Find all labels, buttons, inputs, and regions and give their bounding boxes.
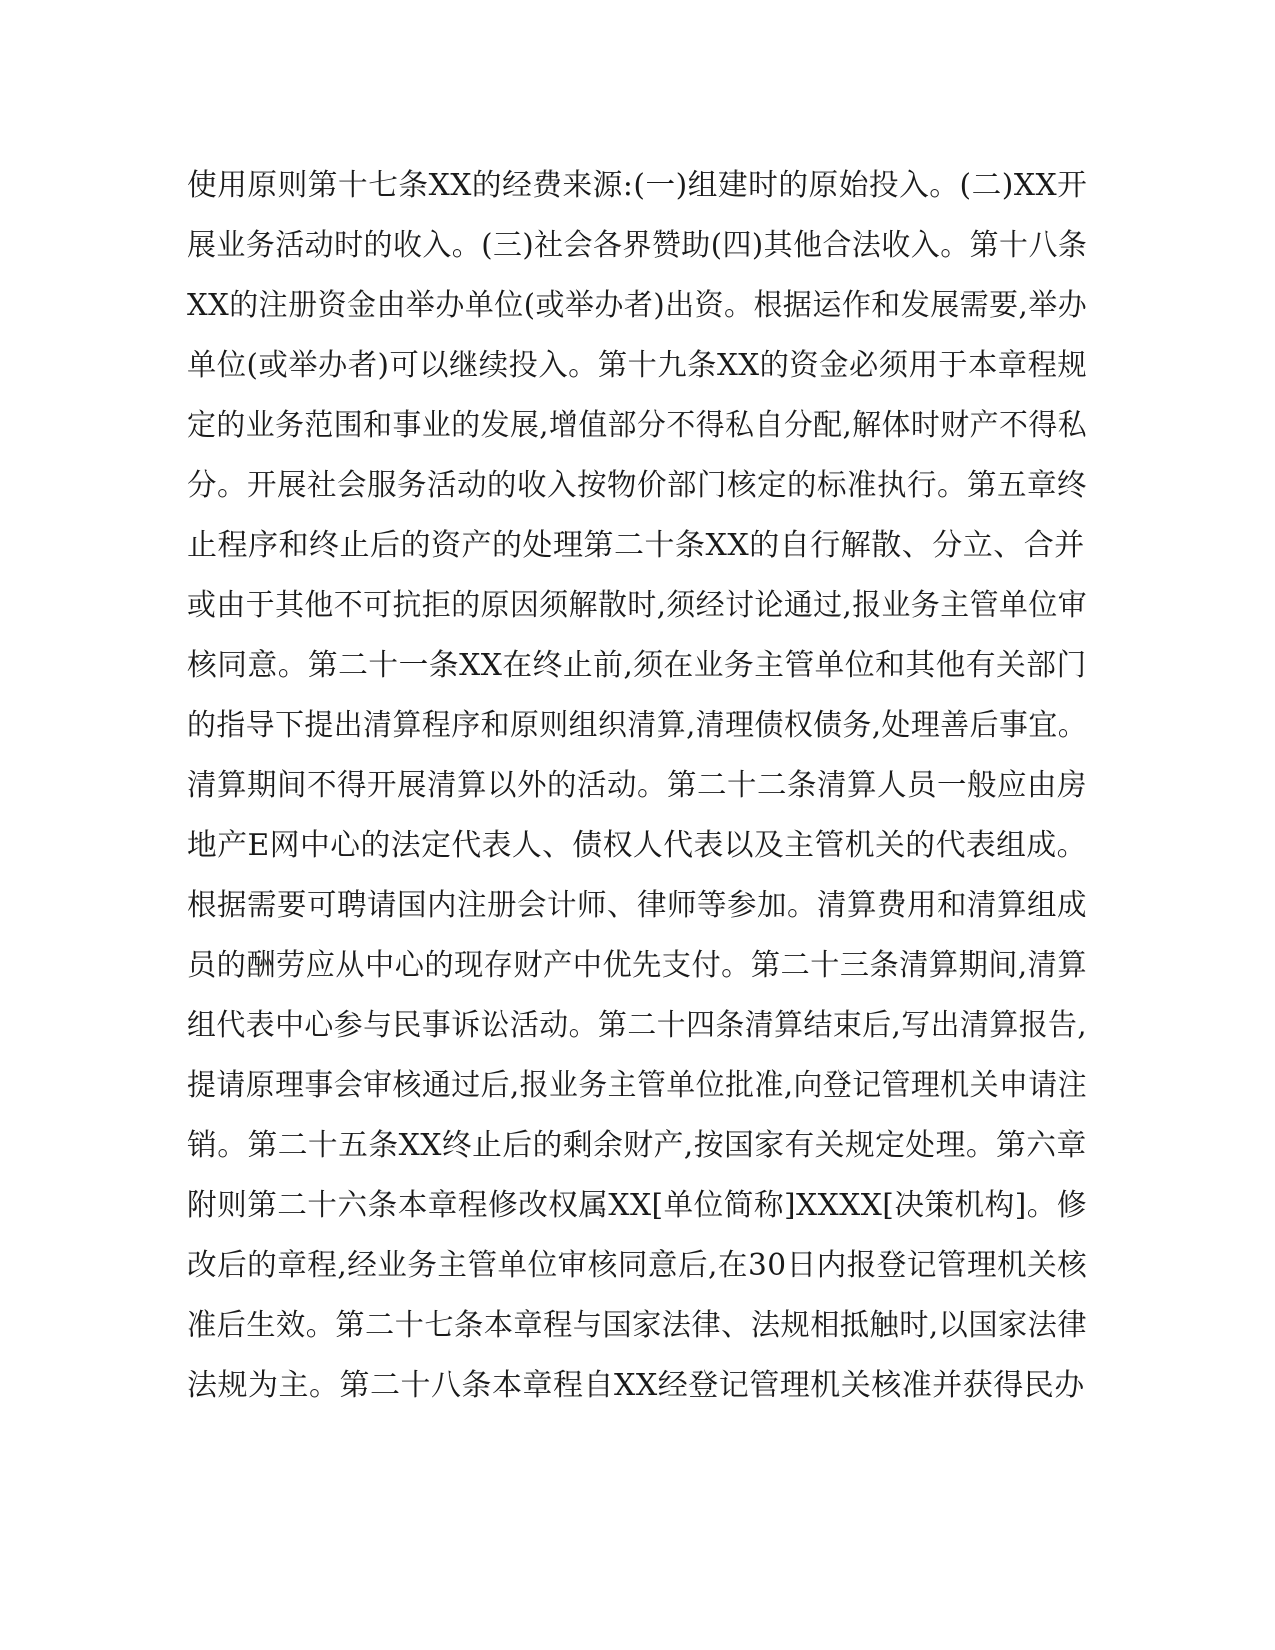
text-line: 附则第二十六条本章程修改权属XX[单位简称]XXXX[决策机构]。修 [187,1188,1087,1223]
text-line: 单位(或举办者)可以继续投入。第十九条XX的资金必须用于本章程规 [187,348,1088,383]
text-line: 根据需要可聘请国内注册会计师、律师等参加。清算费用和清算组成 [187,888,1087,923]
text-line: 止程序和终止后的资产的处理第二十条XX的自行解散、分立、合并 [187,528,1085,563]
text-line: 展业务活动时的收入。(三)社会各界赞助(四)其他合法收入。第十八条 [187,228,1088,263]
text-line: 核同意。第二十一条XX在终止前,须在业务主管单位和其他有关部门 [187,648,1087,683]
text-line: 定的业务范围和事业的发展,增值部分不得私自分配,解体时财产不得私 [187,408,1088,443]
text-line: 清算期间不得开展清算以外的活动。第二十二条清算人员一般应由房 [187,768,1087,803]
text-line: 分。开展社会服务活动的收入按物价部门核定的标准执行。第五章终 [187,468,1087,503]
text-line: XX的注册资金由举办单位(或举办者)出资。根据运作和发展需要,举办 [187,288,1088,323]
text-line: 使用原则第十七条XX的经费来源:(一)组建时的原始投入。(二)XX开 [187,168,1088,203]
text-line: 提请原理事会审核通过后,报业务主管单位批准,向登记管理机关申请注 [187,1068,1088,1103]
text-line: 销。第二十五条XX终止后的剩余财产,按国家有关规定处理。第六章 [187,1128,1087,1163]
text-line: 改后的章程,经业务主管单位审核同意后,在30日内报登记管理机关核 [187,1248,1088,1283]
body-text [187,166,1087,1426]
text-line: 的指导下提出清算程序和原则组织清算,清理债权债务,处理善后事宜。 [187,708,1088,743]
text-line: 准后生效。第二十七条本章程与国家法律、法规相抵触时,以国家法律 [187,1308,1088,1343]
text-line: 组代表中心参与民事诉讼活动。第二十四条清算结束后,写出清算报告, [187,1008,1088,1043]
text-line: 地产E网中心的法定代表人、债权人代表以及主管机关的代表组成。 [187,828,1087,863]
text-line: 员的酬劳应从中心的现存财产中优先支付。第二十三条清算期间,清算 [187,948,1088,983]
text-line: 法规为主。第二十八条本章程自XX经登记管理机关核准并获得民办 [187,1368,1085,1403]
text-line: 或由于其他不可抗拒的原因须解散时,须经讨论通过,报业务主管单位审 [187,588,1088,623]
